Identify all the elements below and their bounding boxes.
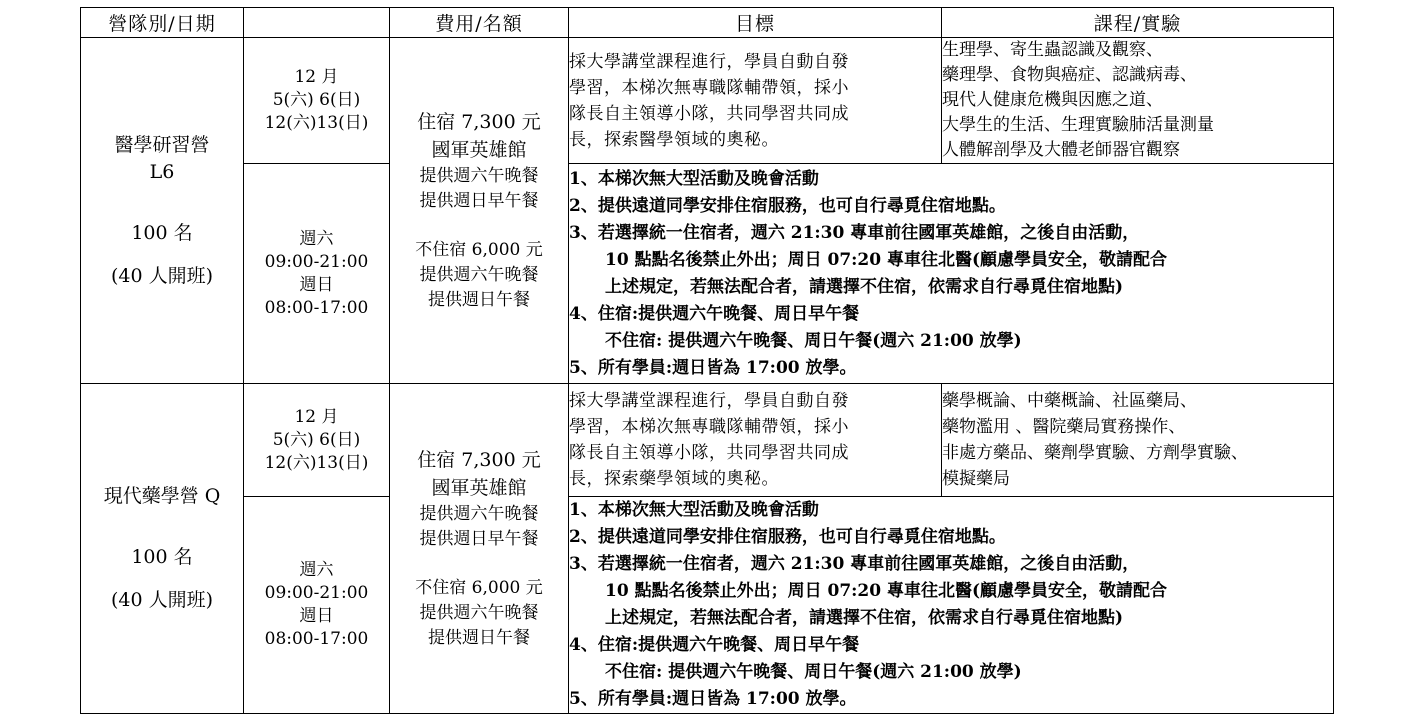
camp2-name: 現代藥學營 Q bbox=[103, 485, 221, 507]
header-row bbox=[81, 8, 1334, 38]
camp1-quota-note: (40 人開班) bbox=[110, 264, 214, 287]
camp1-note-line: 4、住宿:提供週六午晚餐、周日早午餐 bbox=[569, 303, 860, 324]
camp2-date-line1: 5(六) 6(日) bbox=[272, 429, 361, 450]
camp1-date-cell bbox=[244, 38, 390, 164]
camp1-goal-line: 採大學講堂課程進行，學員自動自發 bbox=[569, 51, 849, 72]
camp2-fee-venue: 國軍英雄館 bbox=[431, 477, 527, 499]
camp1-sat-time: 09:00-21:00 bbox=[264, 251, 369, 272]
camp1-row-top bbox=[81, 38, 1334, 164]
camp1-course-line: 藥理學、食物與癌症、認識病毒、 bbox=[942, 65, 1197, 85]
camp1-fee-stay-meal2: 提供週日早午餐 bbox=[419, 191, 539, 211]
camp1-time-cell bbox=[244, 164, 390, 384]
camp2-sun-time: 08:00-17:00 bbox=[264, 629, 369, 649]
camp2-note-line: 2、提供遠道同學安排住宿服務，也可自行尋覓住宿地點。 bbox=[569, 527, 1006, 547]
camp2-goal-line: 學習，本梯次無專職隊輔帶領，採小 bbox=[569, 417, 849, 437]
camp1-sat-label: 週六 bbox=[299, 228, 334, 249]
camp2-date-cell bbox=[244, 384, 390, 497]
camp1-goal-cell bbox=[569, 38, 942, 164]
camp2-course-line: 非處方藥品、藥劑學實驗、方劑學實驗、 bbox=[942, 443, 1248, 463]
camp2-date-month: 12 月 bbox=[294, 406, 339, 427]
camp2-fee-stay: 住宿 7,300 元 bbox=[417, 449, 541, 471]
camp2-note-line: 5、所有學員:週日皆為 17:00 放學。 bbox=[569, 689, 857, 709]
camp1-fee-cell bbox=[390, 38, 569, 384]
camp2-note-line: 上述規定，若無法配合者，請選擇不住宿，依需求自行尋覓住宿地點) bbox=[605, 608, 1124, 628]
camp2-fee-nostay-meal2: 提供週日午餐 bbox=[428, 628, 530, 648]
camp1-course-line: 大學生的生活、生理實驗肺活量測量 bbox=[942, 115, 1214, 135]
camp2-course-line: 藥物濫用 、醫院藥局實務操作、 bbox=[942, 417, 1186, 437]
camp2-fee-stay-meal1: 提供週六午晚餐 bbox=[419, 504, 539, 524]
camp2-quota-note: (40 人開班) bbox=[110, 589, 214, 611]
camp2-note-line: 10 點點名後禁止外出；周日 07:20 專車往北醫(顧慮學員安全，敬請配合 bbox=[605, 581, 1168, 601]
camp2-time-cell bbox=[244, 497, 390, 714]
camp1-fee-stay-meal1: 提供週六午晚餐 bbox=[419, 166, 539, 186]
camp1-note-line: 3、若選擇統一住宿者，週六 21:30 專車前往國軍英雄館，之後自由活動， bbox=[569, 222, 1140, 243]
header-blank bbox=[244, 8, 390, 38]
camp2-sun-label: 週日 bbox=[299, 606, 334, 626]
camp1-fee-nostay: 不住宿 6,000 元 bbox=[415, 240, 543, 260]
camp1-note-line: 上述規定，若無法配合者，請選擇不住宿，依需求自行尋覓住宿地點) bbox=[605, 276, 1124, 297]
camp1-note-line: 5、所有學員:週日皆為 17:00 放學。 bbox=[569, 357, 857, 378]
camp1-note-line: 1、本梯次無大型活動及晚會活動 bbox=[569, 168, 819, 189]
camp2-fee-nostay-meal1: 提供週六午晚餐 bbox=[419, 603, 539, 623]
camp1-goal-line: 長，探索醫學領域的奧秘。 bbox=[569, 129, 779, 150]
camp1-course-line: 人體解剖學及大體老師器官觀察 bbox=[942, 140, 1180, 160]
camp2-course-line: 藥學概論、中藥概論、社區藥局、 bbox=[942, 391, 1197, 411]
camp2-fee-stay-meal2: 提供週日早午餐 bbox=[419, 529, 539, 549]
camp1-date-month: 12 月 bbox=[294, 67, 339, 87]
camp1-fee-stay: 住宿 7,300 元 bbox=[417, 111, 541, 133]
camp1-quota: 100 名 bbox=[131, 221, 193, 244]
camp1-date-line1: 5(六) 6(日) bbox=[272, 90, 361, 110]
camp2-note-line: 不住宿: 提供週六午晚餐、周日午餐(週六 21:00 放學) bbox=[605, 662, 1022, 682]
header-goal: 目標 bbox=[569, 8, 942, 38]
camp1-name: 醫學研習營 bbox=[114, 133, 210, 156]
camp2-date-line2: 12(六)13(日) bbox=[264, 452, 369, 473]
camp2-fee-cell bbox=[390, 384, 569, 714]
camp1-notes-cell bbox=[569, 164, 1334, 384]
camp2-row-bottom bbox=[81, 497, 1334, 714]
camp-schedule-table bbox=[80, 7, 1334, 714]
camp1-name-cell bbox=[81, 38, 244, 384]
camp2-goal-line: 隊長自主領導小隊，共同學習共同成 bbox=[569, 443, 849, 463]
camp2-goal-line: 長，探索藥學領域的奧秘。 bbox=[569, 469, 779, 489]
camp2-sat-label: 週六 bbox=[299, 560, 334, 580]
camp1-row-bottom bbox=[81, 164, 1334, 384]
camp1-fee-nostay-meal2: 提供週日午餐 bbox=[428, 290, 530, 310]
camp1-sun-label: 週日 bbox=[299, 274, 334, 295]
camp2-sat-time: 09:00-21:00 bbox=[264, 583, 369, 603]
camp2-name-cell bbox=[81, 384, 244, 714]
camp2-course-cell bbox=[942, 384, 1334, 497]
camp1-note-line: 2、提供遠道同學安排住宿服務，也可自行尋覓住宿地點。 bbox=[569, 195, 1006, 216]
camp2-quota: 100 名 bbox=[131, 546, 193, 568]
camp1-course-line: 生理學、寄生蟲認識及觀察、 bbox=[942, 40, 1163, 60]
camp1-course-line: 現代人健康危機與因應之道、 bbox=[942, 90, 1163, 110]
camp1-fee-venue: 國軍英雄館 bbox=[431, 139, 527, 161]
camp2-notes-cell bbox=[569, 497, 1334, 714]
camp1-goal-line: 學習，本梯次無專職隊輔帶領，採小 bbox=[569, 77, 849, 98]
camp2-row-top bbox=[81, 384, 1334, 497]
camp1-course-cell bbox=[942, 38, 1334, 164]
camp2-note-line: 4、住宿:提供週六午晚餐、周日早午餐 bbox=[569, 635, 860, 655]
camp2-fee-nostay: 不住宿 6,000 元 bbox=[415, 578, 543, 598]
header-camp-date: 營隊別/日期 bbox=[81, 8, 244, 38]
camp1-note-line: 10 點點名後禁止外出；周日 07:20 專車往北醫(顧慮學員安全，敬請配合 bbox=[605, 249, 1168, 270]
camp2-note-line: 1、本梯次無大型活動及晚會活動 bbox=[569, 500, 819, 520]
header-fee-quota: 費用/名額 bbox=[390, 8, 569, 38]
camp1-note-line: 不住宿: 提供週六午晚餐、周日午餐(週六 21:00 放學) bbox=[605, 330, 1022, 351]
camp1-sun-time: 08:00-17:00 bbox=[264, 297, 369, 318]
camp1-code: L6 bbox=[149, 160, 175, 183]
camp2-goal-cell bbox=[569, 384, 942, 497]
camp2-note-line: 3、若選擇統一住宿者，週六 21:30 專車前往國軍英雄館，之後自由活動， bbox=[569, 554, 1140, 574]
camp1-goal-line: 隊長自主領導小隊，共同學習共同成 bbox=[569, 103, 849, 124]
camp1-date-line2: 12(六)13(日) bbox=[264, 113, 369, 133]
camp2-goal-line: 採大學講堂課程進行，學員自動自發 bbox=[569, 391, 849, 411]
camp2-course-line: 模擬藥局 bbox=[942, 469, 1010, 489]
header-course: 課程/實驗 bbox=[942, 8, 1334, 38]
camp1-fee-nostay-meal1: 提供週六午晚餐 bbox=[419, 265, 539, 285]
